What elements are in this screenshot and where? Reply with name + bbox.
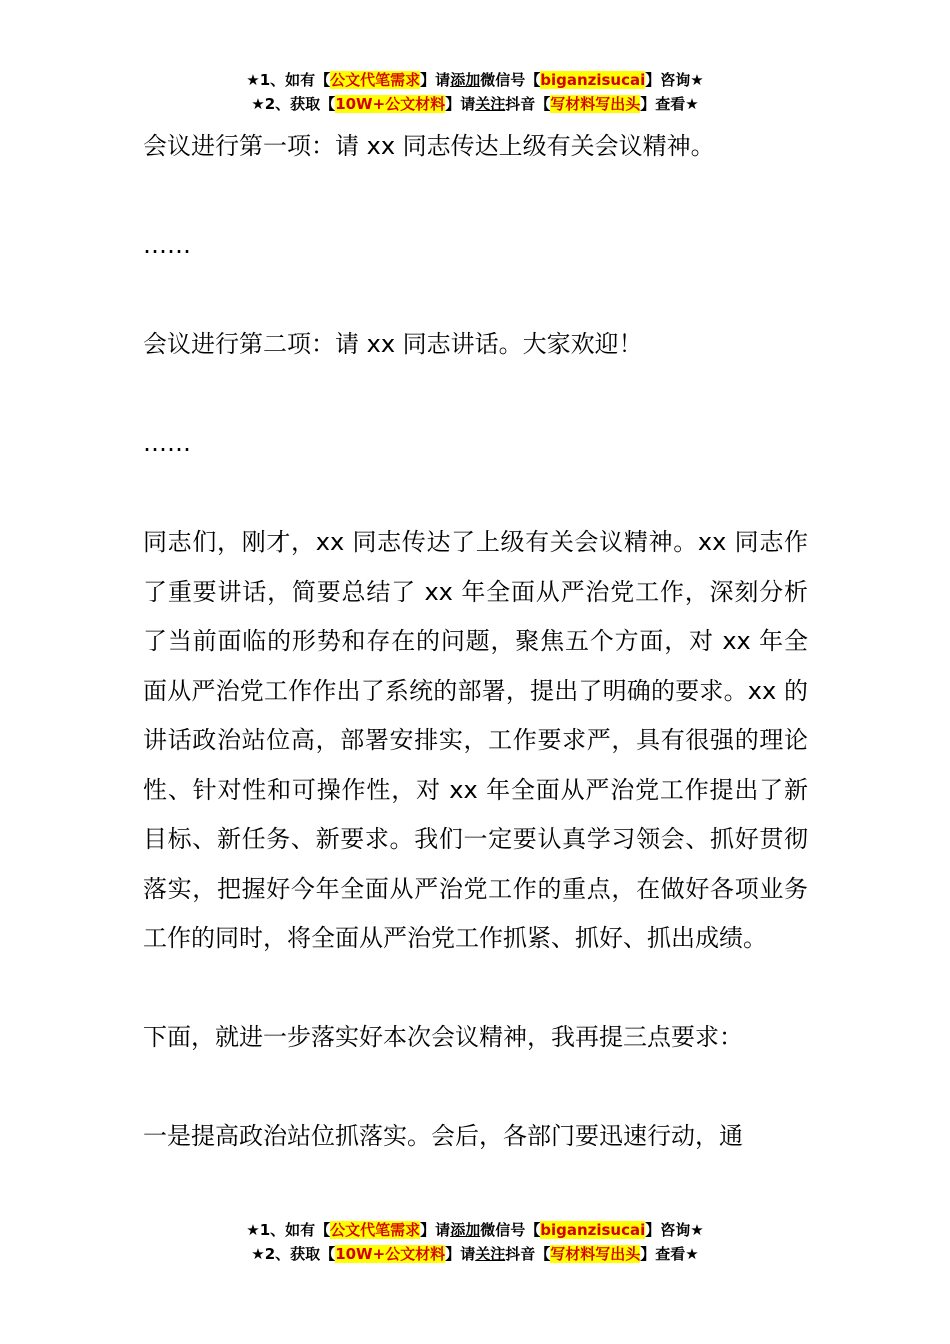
banner-underline: 关注: [475, 1245, 506, 1263]
banner-line-1: [0, 68, 950, 92]
banner-highlight: 公文代笔需求: [330, 71, 421, 89]
ellipsis-1: ……: [143, 231, 191, 259]
banner-highlight: 写材料写出头: [550, 95, 641, 113]
banner-line-1: [0, 1218, 950, 1242]
banner-highlight: 10W+公文材料: [335, 95, 446, 113]
ellipsis-2: ……: [143, 429, 191, 457]
banner-underline: 关注: [475, 95, 506, 113]
banner-text: 】请: [445, 95, 476, 113]
blank-line: [143, 370, 808, 420]
banner-text: 】咨询★: [645, 71, 704, 89]
banner-text: 抖音【: [505, 1245, 551, 1263]
banner-text: 微信号【: [480, 71, 541, 89]
paragraph-summary: 同志们，刚才，xx 同志传达了上级有关会议精神。xx 同志作了重要讲话，简要总结了 xx 年全面从严治党工作，深刻分析了当前面临的形势和存在的问题，聚焦五个方面，对 xx 年全面从严治党工作作出了系统的部署，提出了明确的要求。xx 的讲话政治站位高，部署安排实，工作要求严，具有很强的理论性、针对性和可操作性，对 xx 年全面从严治党工作提出了新目标、新任务、新要求。我们一定要认真学习领会、抓好贯彻落实，把握好今年全面从严治党工作的重点，在做好各项业务工作的同时，将全面从严治党工作抓紧、抓好、抓出成绩。: [143, 528, 808, 952]
banner-underline: 添加: [450, 71, 481, 89]
header-banner: [0, 68, 950, 116]
document-body: [143, 122, 808, 1162]
banner-text: 】查看★: [640, 1245, 699, 1263]
paragraph-requirements-intro: 下面，就进一步落实好本次会议精神，我再提三点要求：: [143, 1023, 743, 1051]
blank-line: [143, 1063, 808, 1113]
banner-text: 】请: [420, 71, 451, 89]
blank-line: [143, 469, 808, 519]
banner-highlight: biganzisucai: [540, 71, 646, 89]
banner-text: 】查看★: [640, 95, 699, 113]
banner-text: 抖音【: [505, 95, 551, 113]
banner-highlight: 公文代笔需求: [330, 1221, 421, 1239]
blank-line: [143, 271, 808, 321]
banner-text: ★1、如有【: [246, 1221, 331, 1239]
paragraph-item-1: 会议进行第一项：请 xx 同志传达上级有关会议精神。: [143, 132, 715, 160]
banner-highlight: 写材料写出头: [550, 1245, 641, 1263]
banner-text: ★2、获取【: [251, 95, 336, 113]
banner-text: 】请: [420, 1221, 451, 1239]
footer-banner: [0, 1218, 950, 1266]
blank-line: [143, 964, 808, 1014]
paragraph-item-2: 会议进行第二项：请 xx 同志讲话。大家欢迎！: [143, 330, 643, 358]
banner-text: 】咨询★: [645, 1221, 704, 1239]
banner-line-2: [0, 92, 950, 116]
banner-text: 】请: [445, 1245, 476, 1263]
banner-text: ★2、获取【: [251, 1245, 336, 1263]
paragraph-requirement-1: 一是提高政治站位抓落实。会后，各部门要迅速行动，通: [143, 1122, 743, 1150]
banner-line-2: [0, 1242, 950, 1266]
banner-text: 微信号【: [480, 1221, 541, 1239]
banner-highlight: biganzisucai: [540, 1221, 646, 1239]
blank-line: [143, 172, 808, 222]
banner-highlight: 10W+公文材料: [335, 1245, 446, 1263]
banner-underline: 添加: [450, 1221, 481, 1239]
banner-text: ★1、如有【: [246, 71, 331, 89]
